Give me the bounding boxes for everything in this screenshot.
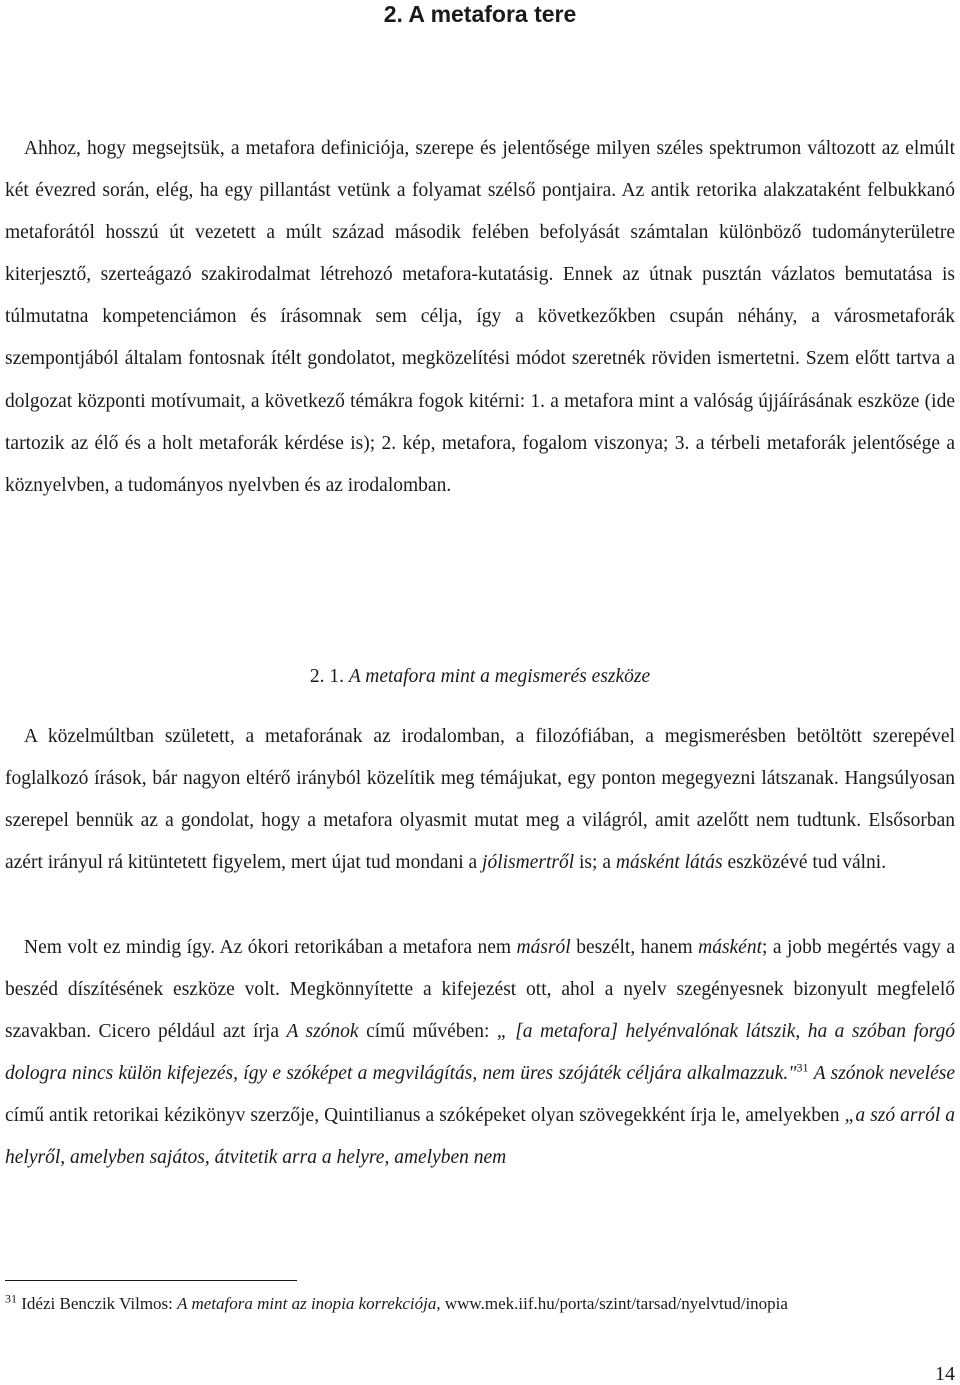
footnote-number: 31: [5, 1291, 17, 1306]
footnote-link[interactable]: , www.mek.iif.hu/porta/szint/tarsad/nyelvtud/inopia: [436, 1294, 788, 1313]
section-title: A metafora mint a megismerés eszköze: [348, 666, 651, 687]
quotation: „ [a metafora] helyénvalónak látszik, ha a szóban forgó dologra nincs külön kifejezés, így e szóképet a megvilágítás, nem üres szójáték céljára alkalmazzuk.": [5, 1021, 956, 1085]
page-title: 2. A metafora tere: [383, 1, 577, 27]
section-paragraph-1: [5, 716, 955, 884]
footnote-prefix: Idézi Benczik Vilmos:: [21, 1294, 173, 1313]
emphasis: másról: [516, 937, 571, 958]
quotation: „a szó arról a helyről, amelyben sajátos, átvitetik arra a helyre, amelyben nem: [5, 1105, 956, 1169]
footnote: [5, 1291, 955, 1317]
emphasis: A szónok nevelése: [813, 1063, 955, 1085]
footnote-divider: [5, 1280, 297, 1281]
section-paragraph-2: [5, 927, 955, 1180]
emphasis: másként látás: [615, 852, 723, 874]
footnote-title: A metafora mint az inopia korrekciója: [177, 1294, 437, 1313]
text-run: című művében:: [366, 1021, 490, 1043]
text-run: A közelmúltban született, a metaforának az irodalomban, a filozófiában, a megismerésben betöltött szerepével foglalkozó írások, bár nagyon eltérő irányból közelítik meg témájukat, egy ponton megegyezni látszanak. Hangsúlyosan szerepel bennük az a gondolat, hogy a metafora olyasmit mutat meg a világról, amit azelőtt nem tudtunk. Elsősorban azért irányul rá kitüntetett figyelem, mert újat tud mondani a: [5, 726, 955, 874]
emphasis: jólismertről: [482, 852, 575, 874]
emphasis: másként: [698, 937, 763, 958]
page-number: 14: [935, 1363, 955, 1385]
section-number: 2. 1.: [309, 666, 344, 687]
intro-paragraph: Ahhoz, hogy megsejtsük, a metafora definiciója, szerepe és jelentősége milyen széles spektrumon változott az elmúlt két évezred során, elég, ha egy pillantást vetünk a folyamat szélső pontjaira. Az antik retorika alakzataként felbukkanó metaforától hosszú út vezetett a múlt század második felében befolyását számtalan különböző tudományterületre kiterjesztő, szerteágazó szakirodalmat létrehozó metafora-kutatásig. Ennek az útnak pusztán vázlatos bemutatása is túlmutatna kompetenciámon és írásomnak sem célja, így a következőkben csupán néhány, a városmetaforák szempontjából általam fontosnak ítélt gondolatot, megközelítési módot szeretnék röviden ismertetni. Szem előtt tartva a dolgozat központi motívumait, a következő témákra fogok kitérni: 1. a metafora mint a valóság újjáírásának eszköze (ide tartozik az élő és a holt metaforák kérdése is); 2. kép, metafora, fogalom viszonya; 3. a térbeli metaforák jelentősége a köznyelvben, a tudományos nyelvben és az irodalomban.: [5, 138, 955, 496]
text-run: ; a jobb megértés vagy a beszéd díszítésének eszköze volt. Megkönnyítette a kifejezést ott, ahol a nyelv szegényesnek bizonyult megfelelő szavakban. Cicero például azt írja: [5, 937, 956, 1043]
text-run: című antik retorikai kézikönyv szerzője, Quintilianus a szóképeket olyan szövegekként írja le, amelyekben: [5, 1105, 840, 1127]
section-heading: [0, 662, 960, 692]
emphasis: A szónok: [286, 1021, 359, 1043]
footnote-reference[interactable]: 31: [796, 1060, 809, 1075]
text-run: is; a: [579, 852, 611, 874]
text-run: beszélt, hanem: [576, 937, 693, 958]
text-run: Nem volt ez mindig így. Az ókori retorikában a metafora nem: [24, 937, 512, 958]
text-run: eszközévé tud válni.: [727, 852, 887, 874]
